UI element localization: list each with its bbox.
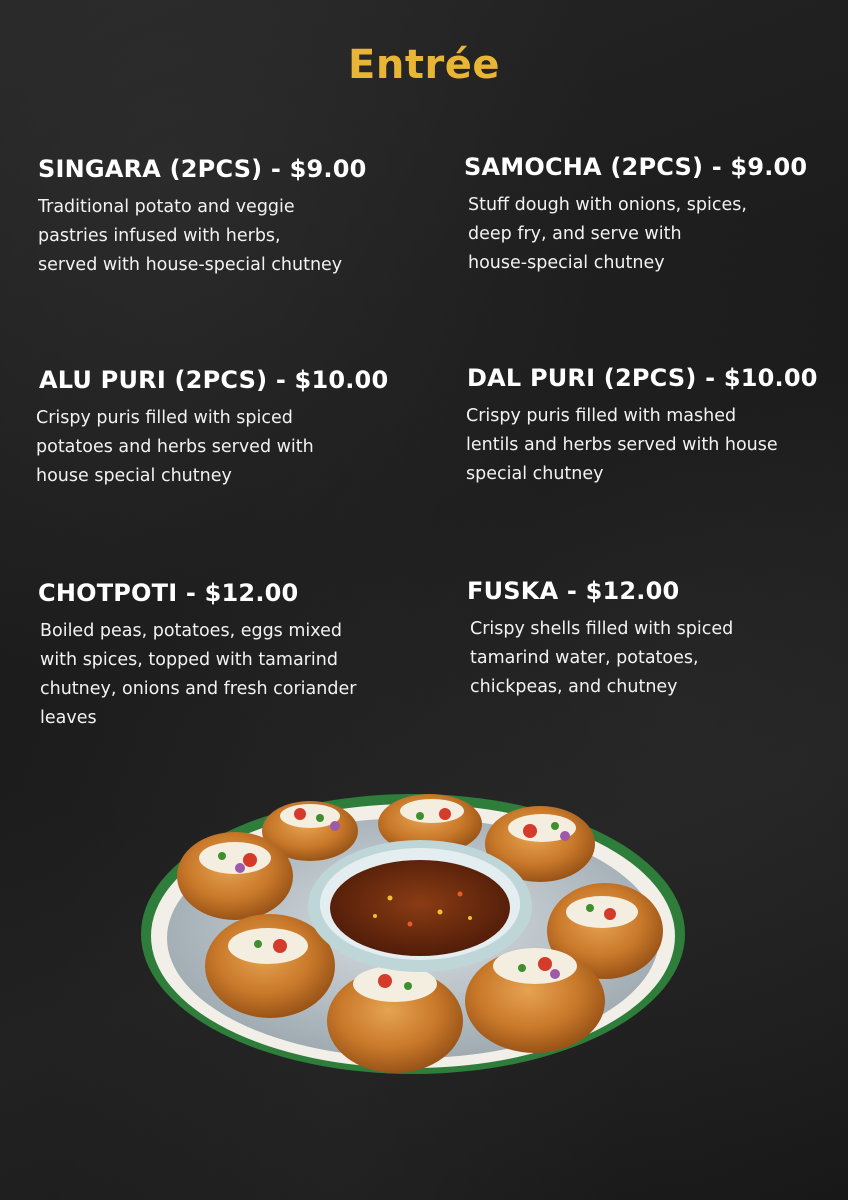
menu-item-samocha: [464, 153, 844, 278]
menu-item-fuska: [467, 577, 847, 702]
menu-item-chotpoti: [38, 579, 418, 733]
food-photo: [140, 786, 686, 1076]
item-description: Crispy shells filled with spiced tamarind water, potatoes, chickpeas, and chutney: [470, 619, 734, 697]
menu-item-alu-puri: [36, 366, 419, 491]
item-name: SAMOCHA (2PCS) - $9.00: [464, 153, 808, 181]
item-description: Crispy puris filled with spiced potatoes and herbs served with house special chutney: [36, 408, 314, 486]
item-description: Crispy puris filled with mashed lentils and herbs served with house special chutney: [466, 406, 778, 484]
menu-item-singara: [38, 155, 418, 280]
item-name: FUSKA - $12.00: [467, 577, 680, 605]
item-description: Stuff dough with onions, spices, deep fry, and serve with house-special chutney: [468, 195, 747, 273]
item-name: SINGARA (2PCS) - $9.00: [38, 155, 367, 183]
menu-item-dal-puri: [467, 364, 847, 489]
chutney-bowl: [308, 840, 532, 972]
item-name: DAL PURI (2PCS) - $10.00: [467, 364, 818, 392]
item-name: CHOTPOTI - $12.00: [38, 579, 299, 607]
item-description: Boiled peas, potatoes, eggs mixed with spices, topped with tamarind chutney, onions and fresh coriander leaves: [40, 621, 357, 728]
item-name: ALU PURI (2PCS) - $10.00: [39, 366, 389, 394]
item-description: Traditional potato and veggie pastries infused with herbs, served with house-special chutney: [38, 197, 343, 275]
page-title: Entrée: [348, 42, 500, 88]
